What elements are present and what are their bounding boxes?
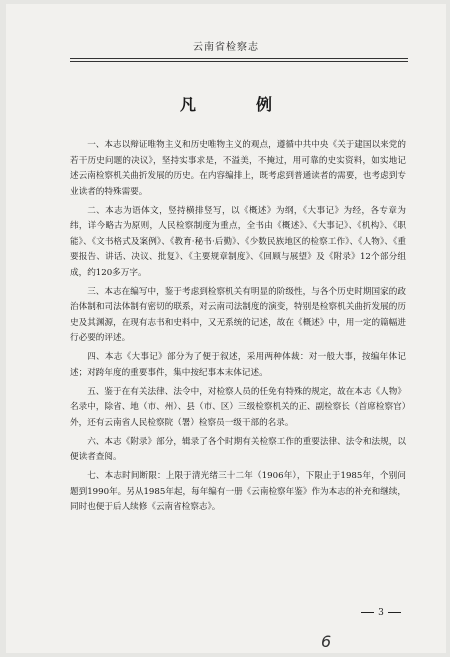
paragraph-1: 一、本志以辩证唯物主义和历史唯物主义的观点，遵循中共中央《关于建国以来党的若干历史问题的决议》，坚持实事求是，不溢美，不掩过，用可靠的史实资料，如实地记述云南检察机关曲折发展的历史。在内容编排上，既考虑到普通读者的需要，也考虑到专业读者的特殊需要。 [70,140,406,197]
body-text [70,138,406,519]
paragraph-3: 三、本志在编写中，鉴于考虑到检察机关有明显的阶级性，与各个历史时期国家的政治体制和司法体制有密切的联系，对云南司法制度的演变，特别是检察机关曲折发展的历史及其渊源，在现有志书和史料中，又无系统的记述，故在《概述》中，用一定的篇幅进行必要的评述。 [70,286,406,343]
running-header: 云南省检察志 [193,42,259,53]
paragraph-4: 四、本志《大事记》部分为了便于叙述，采用两种体裁：对一般大事，按编年体记述；对跨年度的重要事件，集中按纪事本末体记述。 [70,352,406,378]
paragraph-5: 五、鉴于在有关法律、法令中，对检察人员的任免有特殊的规定，故在本志《人物》名录中，除省、地（市、州）、县（市、区）三级检察机关的正、副检察长（首席检察官）外，还有云南省人民检察院（署）检察员一级干部的名录。 [70,386,406,428]
page-number-value: 3 [378,608,384,618]
handwritten-mark: 6 [321,632,332,651]
header-rule-bottom [70,61,408,62]
page-number [350,608,412,620]
paragraph-7: 七、本志时间断限：上限于清光绪三十二年（1906年），下限止于1985年，个别问题到1990年。另从1985年起，每年编有一册《云南检察年鉴》作为本志的补充和继续，同时也便于后人续修《云南省检察志》。 [70,471,406,512]
paragraph-6: 六、本志《附录》部分，辑录了各个时期有关检察工作的重要法律、法令和法规，以便读者查阅。 [70,436,406,462]
page-title: 凡 例 [179,95,294,114]
document-page [6,4,446,653]
header-rule-top [70,58,408,59]
page-number-dash-left [361,612,374,613]
page-number-dash-right [388,612,401,613]
paragraph-2: 二、本志为语体文，竖持横排竖写，以《概述》为纲，《大事记》为经，各专章为纬，详今略古为原则，人民检察制度为重点，全书由《概述》、《大事记》、《机构》、《职能》、《文书格式及案例》、《教育·秘书·后勤》、《少数民族地区的检察工作》、《人物》、《重要报告、讲话、决议、批复》、《主要规章制度》、《回顾与展望》及《附录》12个部分组成，约120多万字。 [70,205,406,278]
